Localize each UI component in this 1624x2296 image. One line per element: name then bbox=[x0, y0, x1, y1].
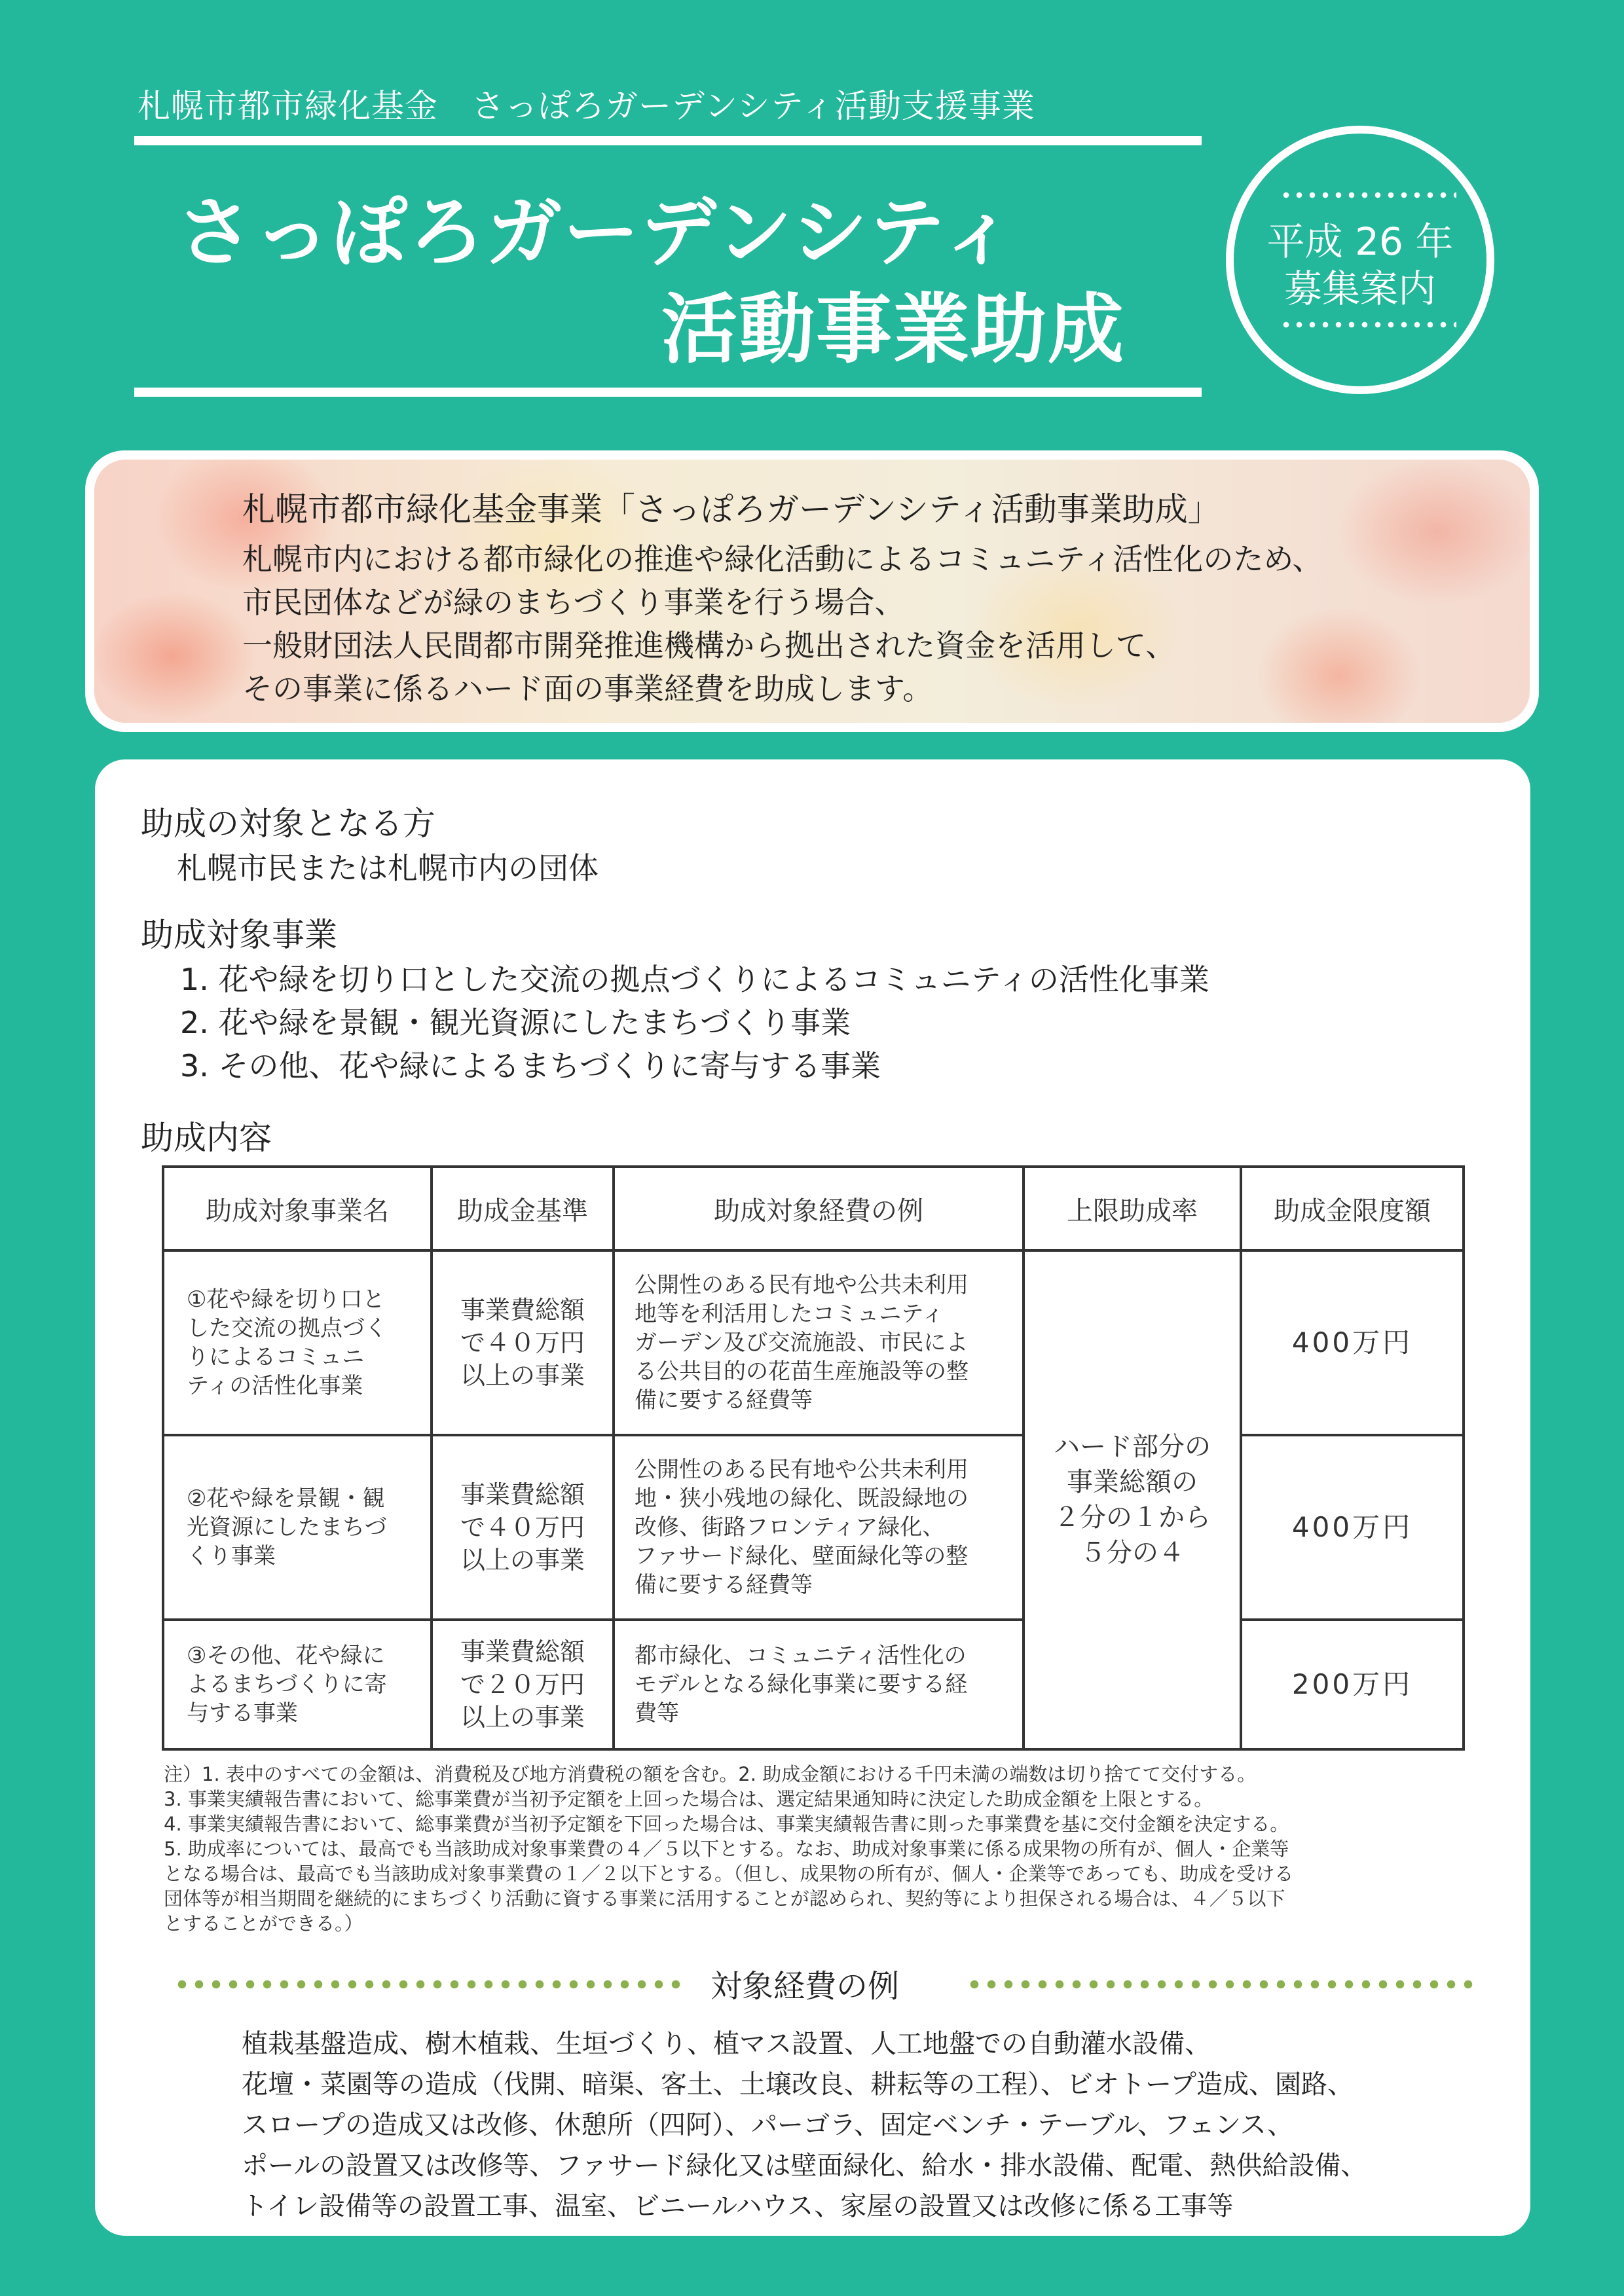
cell-line: 事業費総額 bbox=[460, 1480, 585, 1509]
cell-line: 公開性のある民有地や公共未利用 bbox=[635, 1457, 969, 1483]
year-badge bbox=[1226, 126, 1494, 394]
table-header: 上限助成率 bbox=[1024, 1167, 1241, 1250]
badge-label: 募集案内 bbox=[1283, 266, 1436, 311]
target-text: 札幌市民または札幌市内の団体 bbox=[177, 850, 599, 886]
table-header-row bbox=[163, 1167, 1464, 1250]
cell-line: ②花や緑を景観・観 bbox=[187, 1485, 385, 1512]
examples-cell bbox=[614, 1435, 1024, 1620]
cell-line: りによるコミュニ bbox=[187, 1344, 365, 1370]
cell-line: 与する事業 bbox=[187, 1700, 298, 1726]
badge-inner bbox=[1234, 134, 1486, 386]
badge-dots-top bbox=[1280, 191, 1456, 199]
cell-line: した交流の拠点づく bbox=[187, 1315, 387, 1341]
table-header: 助成対象事業名 bbox=[163, 1167, 432, 1250]
table-row bbox=[163, 1620, 1464, 1749]
project-item: 3. その他、花や緑によるまちづくりに寄与する事業 bbox=[180, 1048, 881, 1084]
example-line: トイレ設備等の設置工事、温室、ビニールハウス、家屋の設置又は改修に係る工事等 bbox=[242, 2191, 1234, 2221]
rate-cell bbox=[1024, 1250, 1241, 1749]
project-name-cell bbox=[163, 1620, 432, 1749]
badge-year: 平成 26 年 bbox=[1266, 219, 1454, 264]
header-rule-top bbox=[134, 136, 1202, 145]
intro-line: 市民団体などが緑のまちづくり事業を行う場合、 bbox=[242, 585, 905, 620]
note-line: となる場合は、最高でも当該助成対象事業費の１／２以下とする。（但し、成果物の所有が、個人・企業等であっても、助成を受ける bbox=[164, 1863, 1294, 1885]
cell-line: ①花や緑を切り口と bbox=[187, 1286, 385, 1313]
table-header: 助成金基準 bbox=[432, 1167, 614, 1250]
note-line: とすることができる。） bbox=[164, 1912, 363, 1935]
cell-line: で２０万円 bbox=[460, 1670, 585, 1699]
cell-line: 事業費総額 bbox=[460, 1296, 585, 1324]
project-item: 1. 花や緑を切り口とした交流の拠点づくりによるコミュニティの活性化事業 bbox=[180, 962, 1209, 997]
cell-line: ティの活性化事業 bbox=[187, 1373, 363, 1399]
project-name-cell bbox=[163, 1250, 432, 1435]
cell-line: 地等を利活用したコミュニティ bbox=[635, 1301, 944, 1327]
project-name-cell bbox=[163, 1435, 432, 1620]
cell-line: ２分の１から bbox=[1054, 1503, 1211, 1533]
note-line: 4. 事業実績報告書において、総事業費が当初予定額を下回った場合は、事業実績報告書に則った事業費を基に交付金額を決定する。 bbox=[164, 1813, 1289, 1835]
project-item: 2. 花や緑を景観・観光資源にしたまちづくり事業 bbox=[180, 1005, 851, 1040]
cell-line: ③その他、花や緑に bbox=[187, 1643, 385, 1669]
note-line: 3. 事業実績報告書において、総事業費が当初予定額を上回った場合は、選定結果通知時に決定した助成金額を上限とする。 bbox=[164, 1788, 1213, 1810]
limit-cell: 200万円 bbox=[1241, 1620, 1464, 1749]
table-row bbox=[163, 1435, 1464, 1620]
grant-table bbox=[162, 1165, 1465, 1751]
cell-line: 公開性のある民有地や公共未利用 bbox=[635, 1272, 969, 1298]
note-line: 団体等が相当期間を継続的にまちづくり活動に資する事業に活用することが認められ、契約等により担保される場合は、４／５以下 bbox=[164, 1887, 1285, 1910]
intro-line: その事業に係るハード面の事業経費を助成します。 bbox=[242, 671, 933, 706]
cell-line: ５分の４ bbox=[1080, 1538, 1185, 1568]
table-header: 助成対象経費の例 bbox=[614, 1167, 1024, 1250]
cell-line: る公共目的の花苗生産施設等の整 bbox=[635, 1358, 969, 1385]
cell-line: モデルとなる緑化事業に要する経 bbox=[635, 1671, 968, 1698]
cell-line: 都市緑化、コミュニティ活性化の bbox=[635, 1643, 967, 1669]
cell-line: 費等 bbox=[635, 1700, 679, 1726]
cell-line: 事業費総額 bbox=[460, 1637, 585, 1666]
limit-cell: 400万円 bbox=[1241, 1435, 1464, 1620]
cell-line: 光資源にしたまちづ bbox=[187, 1514, 387, 1540]
divider-dots-left bbox=[174, 1979, 684, 1990]
header-rule-bottom bbox=[134, 388, 1202, 397]
standard-cell bbox=[432, 1250, 614, 1435]
intro-box bbox=[85, 450, 1539, 732]
examples-title: 対象経費の例 bbox=[710, 1968, 900, 2005]
intro-flower-background bbox=[94, 460, 1530, 723]
intro-line: 一般財団法人民間都市開発推進機構から拠出された資金を活用して、 bbox=[242, 628, 1176, 663]
cell-line: 以上の事業 bbox=[460, 1546, 585, 1575]
org-line: 札幌市都市緑化基金 さっぽろガーデンシティ活動支援事業 bbox=[138, 87, 1035, 125]
standard-cell bbox=[432, 1435, 614, 1620]
cell-line: で４０万円 bbox=[460, 1328, 585, 1357]
main-panel bbox=[95, 759, 1530, 2236]
examples-cell bbox=[614, 1620, 1024, 1749]
cell-line: 地・狭小残地の緑化、既設緑地の bbox=[635, 1485, 969, 1512]
example-line: 植栽基盤造成、樹木植栽、生垣づくり、植マス設置、人工地盤での自動灌水設備、 bbox=[242, 2029, 1211, 2059]
cell-line: 以上の事業 bbox=[460, 1361, 585, 1390]
table-header: 助成金限度額 bbox=[1241, 1167, 1464, 1250]
cell-line: ファサード緑化、壁面緑化等の整 bbox=[635, 1543, 969, 1569]
cell-line: よるまちづくりに寄 bbox=[187, 1671, 387, 1698]
example-line: 花壇・菜園等の造成（伐開、暗渠、客土、土壌改良、耕耘等の工程）、ビオトープ造成、園路、 bbox=[242, 2069, 1354, 2100]
page-title-line1: さっぽろガーデンシティ bbox=[177, 189, 1018, 277]
cell-line: で４０万円 bbox=[460, 1513, 585, 1542]
divider-dots-right bbox=[966, 1979, 1477, 1990]
examples-cell bbox=[614, 1250, 1024, 1435]
intro-title: 札幌市都市緑化基金事業「さっぽろガーデンシティ活動事業助成」 bbox=[242, 490, 1221, 528]
content-heading: 助成内容 bbox=[141, 1119, 272, 1157]
cell-line: 備に要する経費等 bbox=[635, 1572, 813, 1598]
table-row bbox=[163, 1250, 1464, 1435]
cell-line: 以上の事業 bbox=[460, 1703, 585, 1732]
limit-cell: 400万円 bbox=[1241, 1250, 1464, 1435]
cell-line: ハード部分の bbox=[1054, 1432, 1211, 1462]
badge-dots-bottom bbox=[1280, 321, 1456, 329]
cell-line: 改修、街路フロンティア緑化、 bbox=[635, 1514, 945, 1540]
cell-line: 備に要する経費等 bbox=[635, 1387, 813, 1413]
standard-cell bbox=[432, 1620, 614, 1749]
projects-heading: 助成対象事業 bbox=[141, 916, 337, 954]
intro-line: 札幌市内における都市緑化の推進や緑化活動によるコミュニティ活性化のため、 bbox=[242, 541, 1323, 577]
example-line: ポールの設置又は改修等、ファサード緑化又は壁面緑化、給水・排水設備、配電、熱供給設備、 bbox=[242, 2151, 1367, 2181]
cell-line: くり事業 bbox=[187, 1543, 276, 1569]
note-line: 5. 助成率については、最高でも当該助成対象事業費の４／５以下とする。なお、助成対象事業に係る成果物の所有が、個人・企業等 bbox=[164, 1838, 1289, 1860]
example-line: スロープの造成又は改修、休憩所（四阿）、パーゴラ、固定ベンチ・テーブル、フェンス、 bbox=[242, 2110, 1293, 2140]
cell-line: 事業総額の bbox=[1067, 1467, 1198, 1497]
page-title-line2: 活動事業助成 bbox=[661, 285, 1125, 374]
target-heading: 助成の対象となる方 bbox=[141, 805, 435, 843]
note-line: 注）1. 表中のすべての金額は、消費税及び地方消費税の額を含む。2. 助成金額における千円未満の端数は切り捨てて交付する。 bbox=[164, 1763, 1257, 1785]
cell-line: ガーデン及び交流施設、市民によ bbox=[635, 1330, 969, 1356]
